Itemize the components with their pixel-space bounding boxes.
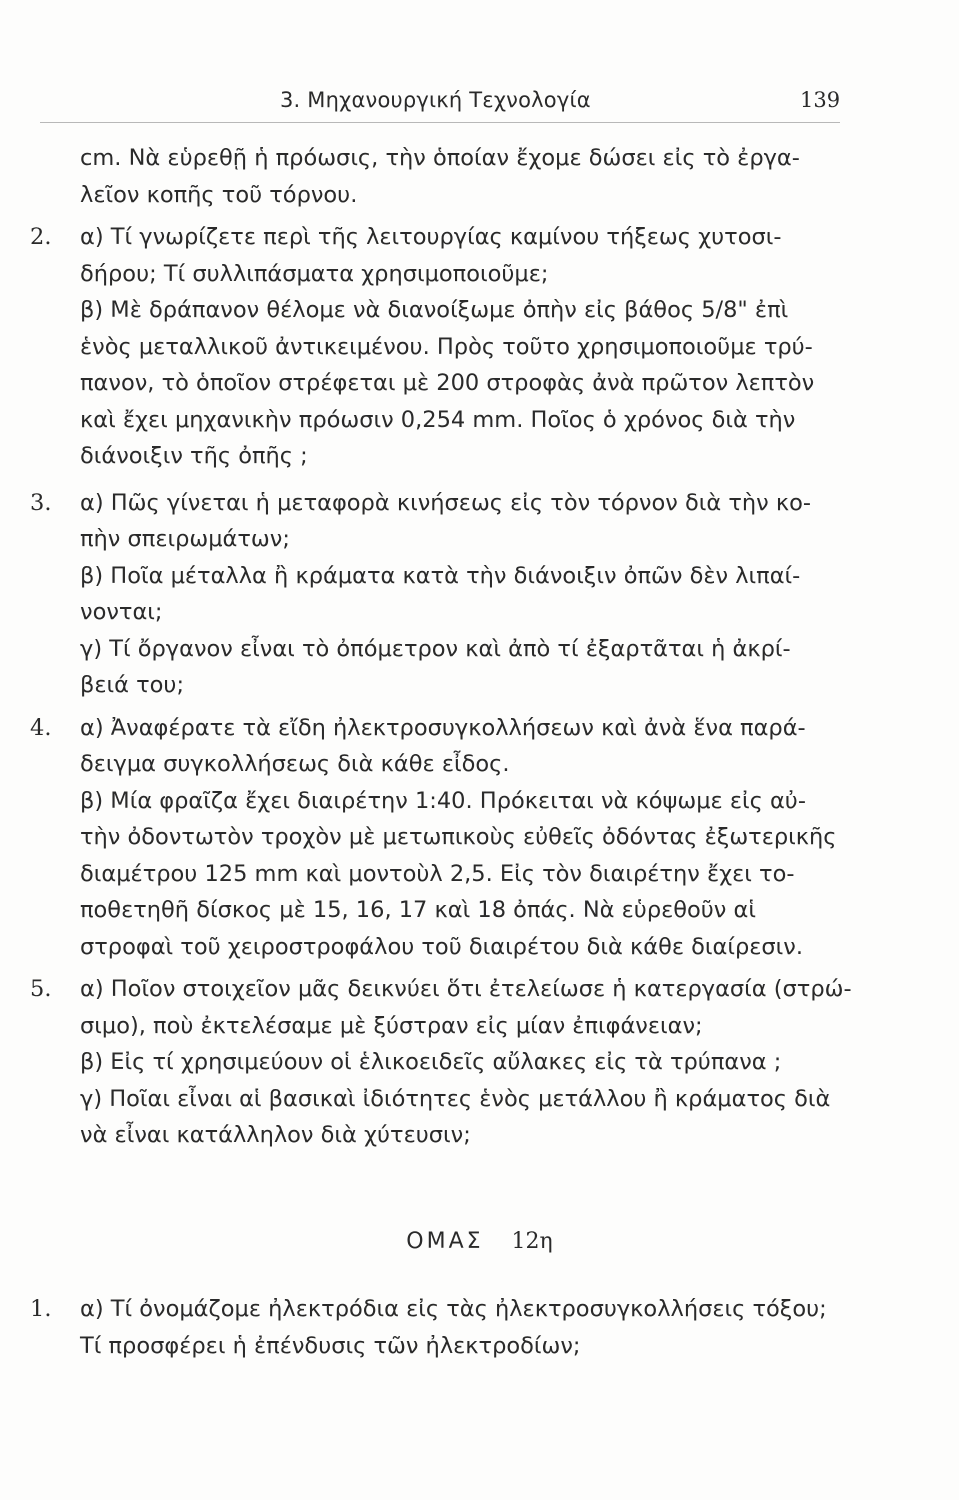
text-line: γ) Ποῖαι εἶναι αἱ βασικαὶ ἰδιότητες ἑνὸς μετάλλου ἢ κράματος διὰ (80, 1085, 831, 1112)
text-line: νὰ εἶναι κατάλληλον διὰ χύτευσιν; (80, 1122, 471, 1148)
question-number: 5. (30, 976, 52, 1002)
question-number: 1. (30, 1296, 52, 1322)
text-line: σιμο), ποὺ ἐκτελέσαμε μὲ ξύστραν εἰς μίαν ἐπιφάνειαν; (80, 1012, 703, 1039)
text-line: λεῖον κοπῆς τοῦ τόρνου. (80, 181, 358, 208)
text-line: δειγμα συγκολλήσεως διὰ κάθε εἶδος. (80, 751, 510, 777)
text-line: 1. α) Τί ὀνομάζομε ἠλεκτρόδια εἰς τὰς ἠλεκτροσυγκολλήσεις τόξου; (80, 1291, 880, 1328)
question-2-line: 2. α) Τί γνωρίζετε περὶ τῆς λειτουργίας καμίνου τήξεως χυτοσι- (80, 219, 860, 256)
text-line: γ) Τί ὄργανον εἶναι τὸ ὀπόμετρον καὶ ἀπὸ τί ἐξαρτᾶται ἡ ἀκρί- (80, 635, 791, 662)
text-line: cm. Νὰ εὑρεθῇ ἡ πρόωσις, τὴν ὁποίαν ἔχομε δώσει εἰς τὸ ἐργα- (80, 145, 800, 171)
group-number: 12η (511, 1229, 553, 1254)
group-label: ΟΜΑΣ (406, 1229, 484, 1254)
text-line: πανον, τὸ ὁποῖον στρέφεται μὲ 200 στροφὰς ἀνὰ πρῶτον λεπτὸν (80, 370, 815, 396)
question-number: 2. (30, 224, 52, 250)
text-line: Τί προσφέρει ἡ ἐπένδυσις τῶν ἠλεκτροδίων; (80, 1332, 581, 1359)
text-line: διαμέτρου 125 mm καὶ μοντοὺλ 2,5. Εἰς τὸν διαιρέτην ἔχει το- (80, 860, 795, 887)
text-line: β) Μὲ δράπανον θέλομε νὰ διανοίξωμε ὀπὴν εἰς βάθος 5/8" ἐπὶ (80, 297, 789, 323)
question-3-line: 3. α) Πῶς γίνεται ἡ μεταφορὰ κινήσεως εἰς τὸν τόρνον διὰ τὴν κο- (80, 485, 860, 522)
text-line: ποθετηθῆ δίσκος μὲ 15, 16, 17 καὶ 18 ὀπάς. Νὰ εὑρεθοῦν αἱ (80, 897, 756, 923)
group-12-question-1 (30, 1291, 880, 1364)
page-number: 139 (800, 88, 841, 112)
question-number: 3. (30, 489, 52, 516)
text-line: διάνοιξιν τῆς ὀπῆς ; (80, 443, 308, 469)
question-4-line: 4. α) Ἀναφέρατε τὰ εἴδη ἠλεκτροσυγκολλήσεων καὶ ἀνὰ ἕνα παρά- (80, 710, 860, 747)
text-line: καὶ ἔχει μηχανικὴν πρόωσιν 0,254 mm. Ποῖος ὁ χρόνος διὰ τὴν (80, 406, 796, 433)
text-line: β) Εἰς τί χρησιμεύουν οἱ ἑλικοειδεῖς αὔλακες εἰς τὰ τρύπανα ; (80, 1049, 782, 1075)
text-line: πὴν σπειρωμάτων; (80, 526, 290, 552)
text-line: β) Μία φραῖζα ἔχει διαιρέτην 1:40. Πρόκειται νὰ κόψωμε εἰς αὐ- (80, 787, 806, 814)
text-line: δήρου; Τί συλλιπάσματα χρησιμοποιοῦμε; (80, 260, 549, 287)
running-header-title: 3. Μηχανουργική Τεχνολογία (280, 88, 591, 112)
group-heading (0, 1229, 959, 1254)
question-list (30, 140, 860, 1154)
text-line: στροφαὶ τοῦ χειροστροφάλου τοῦ διαιρέτου διὰ κάθε διαίρεσιν. (80, 933, 804, 960)
question-5-line: 5. α) Ποῖον στοιχεῖον μᾶς δεικνύει ὅτι ἐτελείωσε ἡ κατεργασία (στρώ- (80, 971, 860, 1008)
text-line: ἑνὸς μεταλλικοῦ ἀντικειμένου. Πρὸς τοῦτο χρησιμοποιοῦμε τρύ- (80, 333, 813, 360)
text-line: νονται; (80, 599, 163, 625)
question-number: 4. (30, 714, 52, 741)
text-line: βειά του; (80, 672, 185, 698)
text-line: τὴν ὀδοντωτὸν τροχὸν μὲ μετωπικοὺς εὐθεῖς ὀδόντας ἐξωτερικῆς (80, 824, 837, 850)
header-rule (40, 122, 840, 123)
text-line: β) Ποῖα μέταλλα ἢ κράματα κατὰ τὴν διάνοιξιν ὀπῶν δὲν λιπαί- (80, 562, 801, 589)
